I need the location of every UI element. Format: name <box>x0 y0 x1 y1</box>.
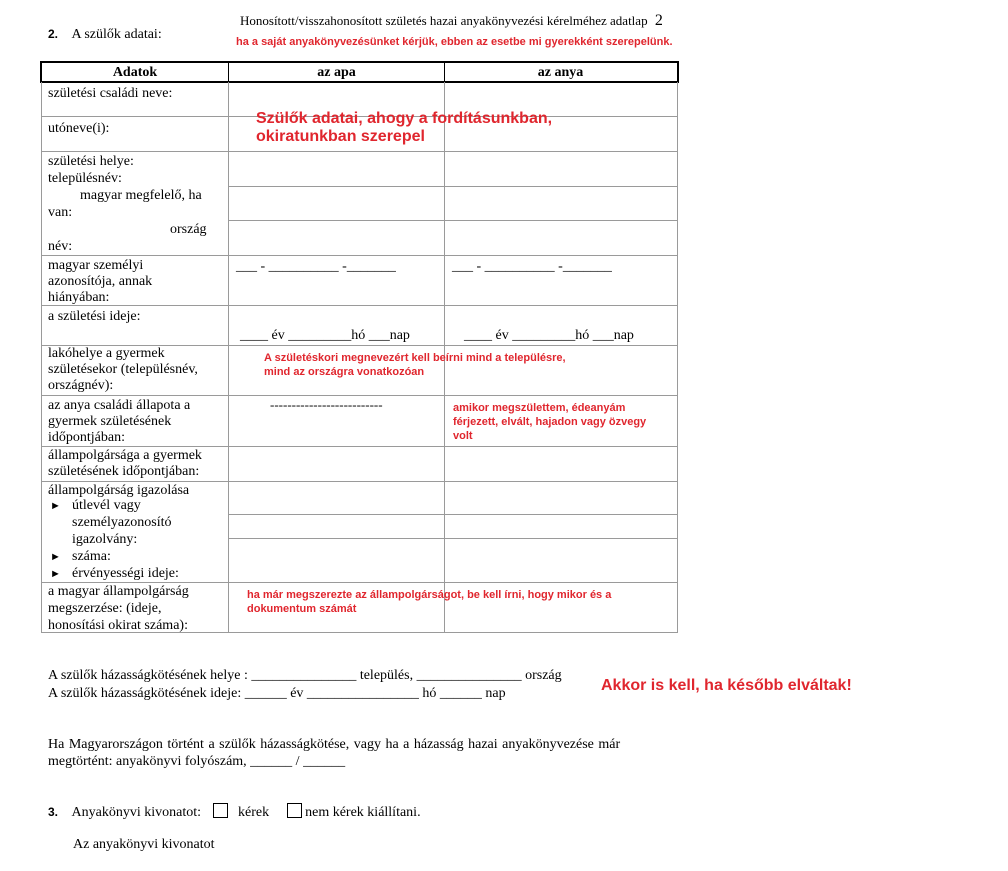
marriage-date-line[interactable]: A szülők házasságkötésének ideje: ______ év ________________ hó ______ nap <box>48 686 506 701</box>
section-2-heading: 2. A szülők adatai: <box>48 27 162 42</box>
father-id-blank[interactable]: ___ - __________ -_______ <box>236 259 396 274</box>
registry-line-2[interactable]: megtörtént: anyakönyvi folyószám, ______ / ______ <box>48 754 346 769</box>
registry-line-1: Ha Magyarországon történt a szülők házasságkötése, vagy ha a házasság hazai anyakönyvezése már <box>48 737 621 752</box>
page-number: 2 <box>654 12 663 29</box>
mother-date-blank[interactable]: ____ év _________hó ___nap <box>464 328 634 343</box>
decline-option-label: nem kérek kiállítani. <box>305 805 421 820</box>
header-adatok: Adatok <box>112 65 158 80</box>
decline-checkbox[interactable] <box>287 803 302 818</box>
annotation-divorce: Akkor is kell, ha később elváltak! <box>601 677 852 694</box>
bullet-icon: ► <box>50 568 61 580</box>
section-3: 3. Anyakönyvi kivonatot: kérek nem kérek kiállítani. <box>48 805 421 820</box>
header-father: az apa <box>317 65 356 80</box>
father-date-blank[interactable]: ____ év _________hó ___nap <box>240 328 410 343</box>
bullet-icon: ► <box>50 551 61 563</box>
row-family-name: születési családi neve: <box>48 86 173 101</box>
row-birth-date: a születési ideje: <box>48 309 141 324</box>
section-3-footer: Az anyakönyvi kivonatot <box>73 837 215 852</box>
request-checkbox[interactable] <box>213 803 228 818</box>
form-title: Honosított/visszahonosított születés hazai anyakönyvezési kérelméhez adatlap 2 <box>240 12 663 29</box>
request-option-label: kérek <box>238 805 270 820</box>
marriage-place-line[interactable]: A szülők házasságkötésének helye : _______________ település, _______________ ország <box>48 668 562 683</box>
marital-dash-line: -------------------------- <box>270 397 383 412</box>
bullet-icon: ► <box>50 500 61 512</box>
header-mother: az anya <box>537 65 584 80</box>
mother-id-blank[interactable]: ___ - __________ -_______ <box>452 259 612 274</box>
header-note: ha a saját anyakönyvezésünket kérjük, ebben az esetbe mi gyerekként szerepelünk. <box>236 36 673 48</box>
row-given-names: utóneve(i): <box>48 121 110 136</box>
